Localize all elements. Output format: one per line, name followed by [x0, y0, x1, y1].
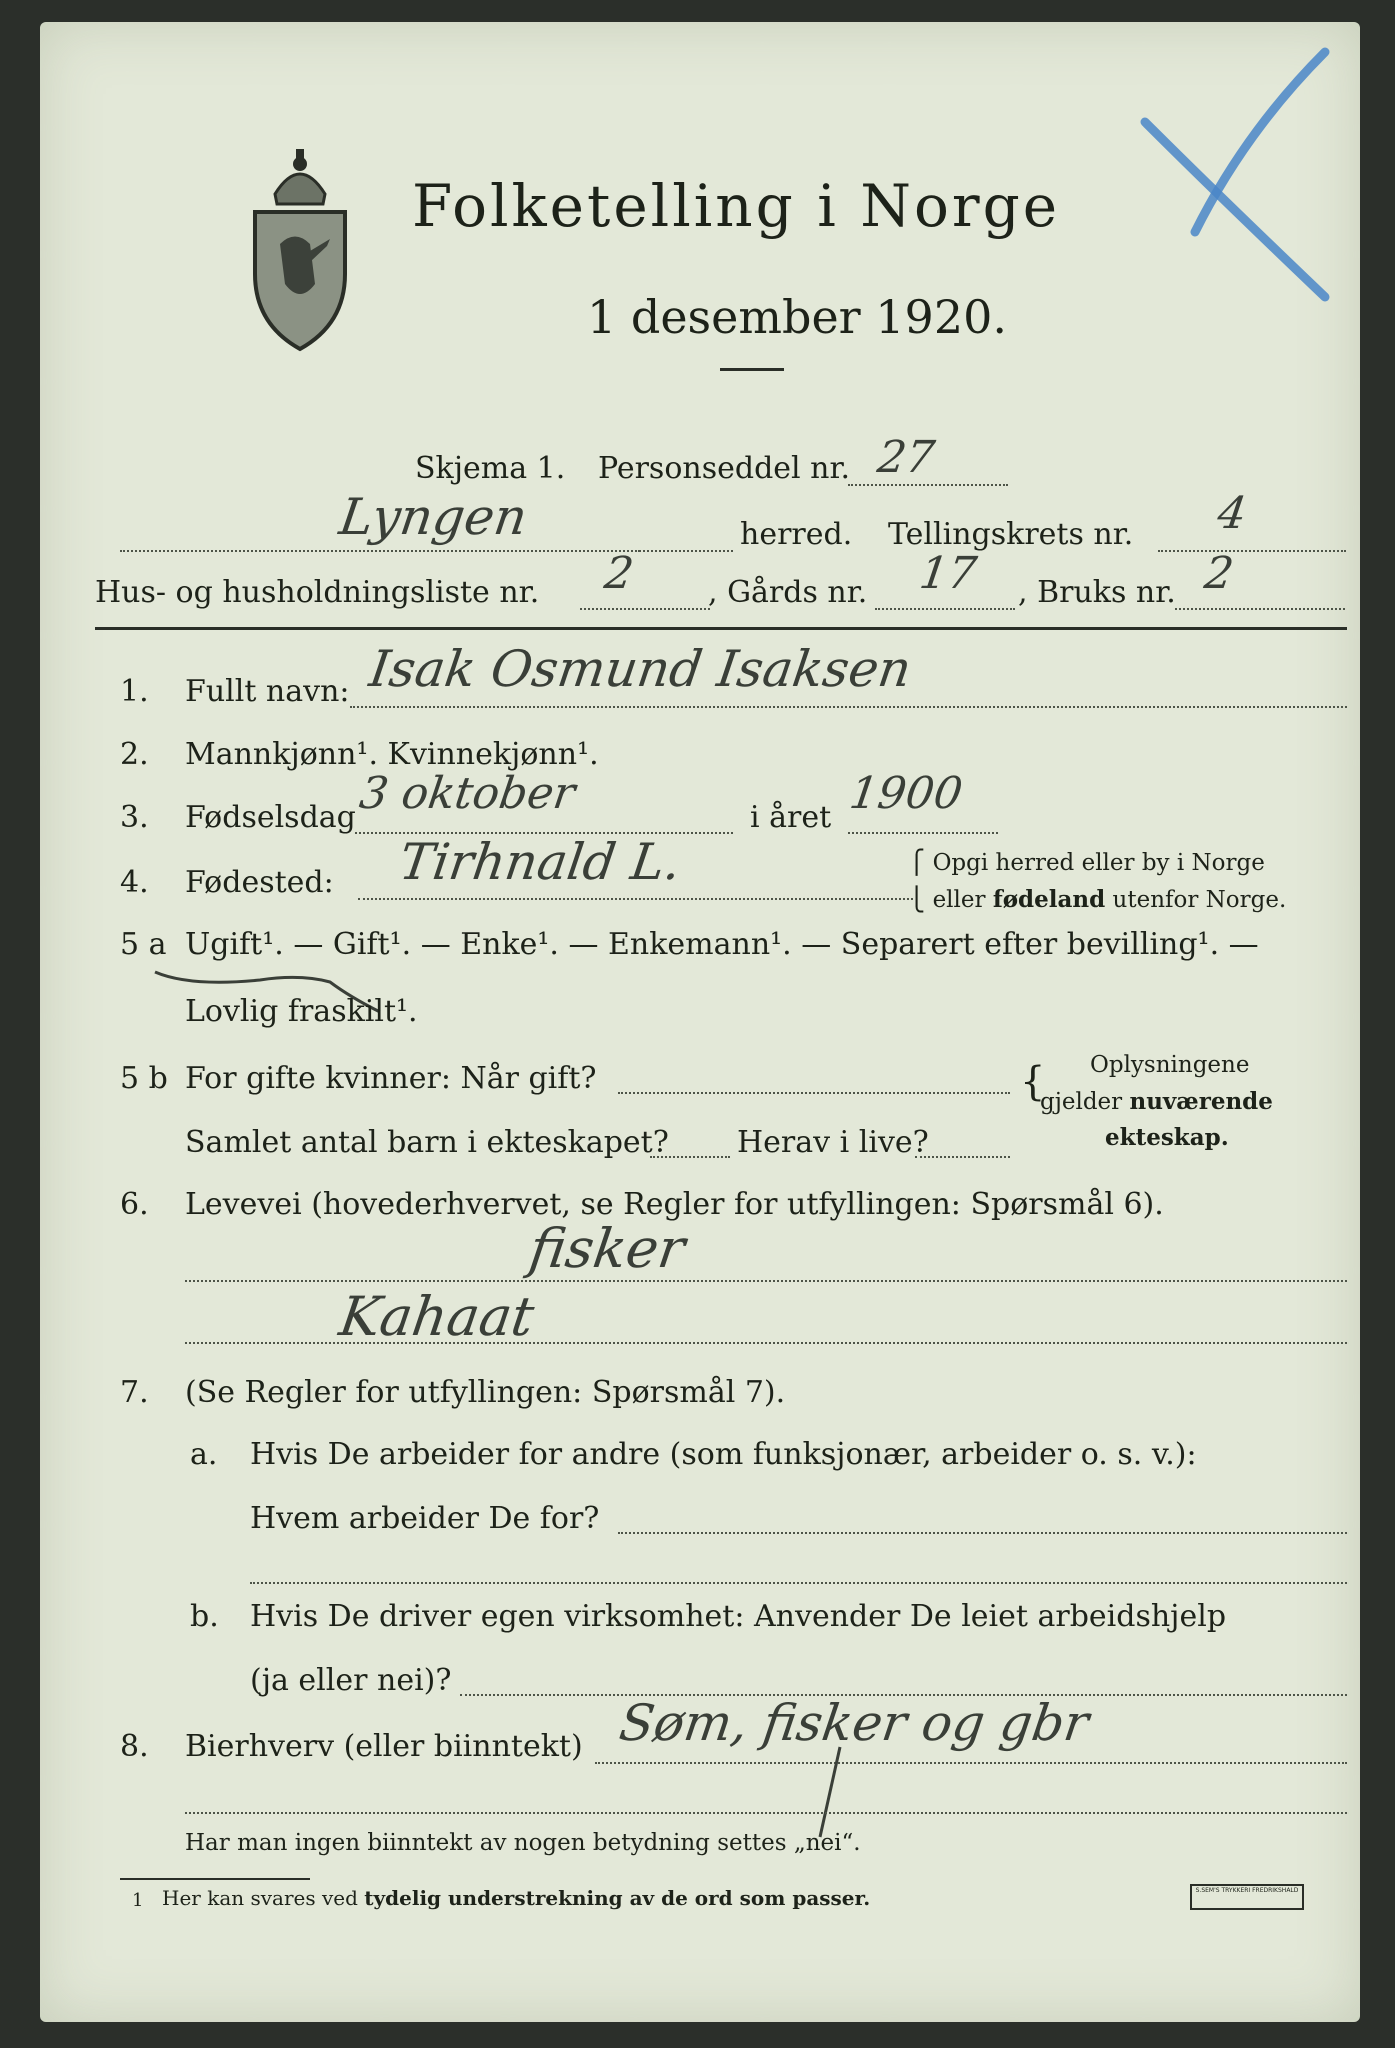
footnote-pre: Her kan svares ved [162, 1886, 365, 1910]
q7b-label: Hvis De driver egen virksomhet: Anvender De leiet arbeidshjelp [250, 1599, 1227, 1634]
footnote-bold: tydelig understrekning av de ord som passer. [364, 1886, 871, 1910]
q4-number: 4. [120, 865, 149, 900]
bruks-label: , Bruks nr. [1018, 575, 1176, 610]
q5b-note2-bold: nuværende [1129, 1088, 1273, 1115]
q5a-number: 5 a [120, 927, 167, 962]
gards-line [875, 608, 1015, 610]
q3-year-line [848, 832, 998, 834]
q7a-employer-label: Hvem arbeider De for? [250, 1501, 600, 1536]
form-title: Folketelling i Norge [412, 172, 1061, 240]
q7a-label: Hvis De arbeider for andre (som funksjonær, arbeider o. s. v.): [250, 1437, 1197, 1472]
q5b-note-3 [1105, 1126, 1229, 1150]
q1-line [350, 706, 1347, 708]
footnote-number: 1 [132, 1890, 144, 1911]
husliste-value: 2 [601, 548, 637, 599]
q3-number: 3. [120, 800, 149, 835]
q4-note2-post: utenfor Norge. [1105, 887, 1287, 913]
q5b-note-1: Oplysningene [1090, 1052, 1250, 1078]
q8-number: 8. [120, 1729, 149, 1764]
q1-label: Fullt navn: [185, 674, 350, 709]
q6-line-1 [185, 1280, 1347, 1282]
husliste-line [580, 608, 710, 610]
q2-number: 2. [120, 737, 149, 772]
husliste-label: Hus- og husholdningsliste nr. [95, 575, 540, 610]
herred-label: herred. [740, 517, 853, 552]
footnote-rule [120, 1878, 310, 1880]
q5b-number: 5 b [120, 1061, 168, 1096]
q5b-children-line [650, 1156, 730, 1158]
q4-note1-text: Opgi herred eller by i Norge [932, 850, 1265, 876]
herred-value: Lyngen [335, 488, 531, 546]
gards-label: , Gårds nr. [708, 575, 868, 610]
q2-label: Mannkjønn¹. Kvinnekjønn¹. [185, 737, 599, 772]
q5b-brace: { [1020, 1059, 1046, 1105]
occupation-value-1: fisker [525, 1217, 689, 1280]
blue-cross-mark-icon [1125, 42, 1345, 302]
q4-note2-bold: fødeland [992, 886, 1106, 913]
q1-number: 1. [120, 674, 149, 709]
q5b-note3-bold: ekteskap. [1105, 1124, 1229, 1151]
q4-note2-pre: eller [932, 887, 993, 913]
q4-note-line2: ⎩ eller fødeland utenfor Norge. [908, 886, 1287, 913]
q7a-letter: a. [190, 1437, 218, 1472]
schema-label: Skjema 1. [415, 451, 566, 486]
personseddel-line [848, 484, 1008, 486]
birthplace-value: Tirhnald L. [395, 833, 685, 891]
q6-label: Levevei (hovederhvervet, se Regler for utfyllingen: Spørsmål 6). [185, 1187, 1164, 1222]
q5b-label: For gifte kvinner: Når gift? [185, 1061, 597, 1096]
tellingskrets-label: Tellingskrets nr. [888, 517, 1134, 552]
q7a-line-1 [618, 1532, 1347, 1534]
q5b-note-2 [1040, 1090, 1273, 1114]
q6-number: 6. [120, 1187, 149, 1222]
herred-line [120, 550, 640, 552]
q7a-line-2 [250, 1582, 1347, 1584]
q4-label: Fødested: [185, 865, 334, 900]
q8-line-1 [595, 1762, 1347, 1764]
birthday-value: 3 oktober [356, 768, 579, 819]
birth-year-value: 1900 [846, 768, 966, 819]
title-divider [720, 368, 784, 371]
norway-coat-of-arms-icon [245, 134, 355, 354]
q8-ink-stroke [810, 1742, 850, 1842]
q4-line [358, 898, 913, 900]
census-form-sheet [40, 22, 1360, 2022]
q4-note-line1: ⎧ Opgi herred eller by i Norge [908, 850, 1265, 876]
gards-value: 17 [916, 548, 980, 599]
bruks-line [1175, 608, 1345, 610]
q7b-label-line2: (ja eller nei)? [250, 1663, 452, 1698]
form-subtitle: 1 desember 1920. [587, 290, 1007, 344]
q5b-children-label: Samlet antal barn i ekteskapet? [185, 1125, 669, 1160]
q8-label: Bierhverv (eller biinntekt) [185, 1729, 583, 1764]
side-income-value: Søm, fisker og gbr [615, 1694, 1093, 1752]
q5b-note2-pre: gjelder [1040, 1089, 1130, 1115]
q3-label: Fødselsdag [185, 800, 356, 835]
q5b-alive-line [915, 1156, 1010, 1158]
occupation-value-2: Kahaat [335, 1285, 538, 1348]
q3-year-label: i året [750, 800, 832, 835]
printer-stamp [1190, 1884, 1304, 1910]
personseddel-label: Personseddel nr. [598, 451, 851, 486]
bruks-value: 2 [1201, 548, 1237, 599]
full-name-value: Isak Osmund Isaksen [365, 640, 915, 698]
header-rule [95, 627, 1347, 630]
q7-number: 7. [120, 1375, 149, 1410]
q5a-label-line2: Lovlig fraskilt¹. [185, 994, 418, 1029]
q5b-alive-label: Herav i live? [737, 1125, 929, 1160]
q8-note: Har man ingen biinntekt av nogen betydning settes „nei“. [185, 1830, 861, 1856]
printer-stamp-text: S.SEM'S TRYKKERI FREDRIKSHALD [1195, 1887, 1299, 1894]
personseddel-value: 27 [874, 432, 938, 483]
q7b-letter: b. [190, 1599, 219, 1634]
footnote-text [162, 1888, 870, 1908]
q7-label: (Se Regler for utfyllingen: Spørsmål 7). [185, 1375, 786, 1410]
tellingskrets-value: 4 [1214, 488, 1250, 539]
q8-line-2 [185, 1812, 1347, 1814]
q6-line-2 [185, 1342, 1347, 1344]
tellingskrets-line [1158, 550, 1346, 552]
q5a-label: Ugift¹. — Gift¹. — Enke¹. — Enkemann¹. — Separert efter bevilling¹. — [185, 927, 1259, 962]
q5b-married-line [618, 1092, 1010, 1094]
